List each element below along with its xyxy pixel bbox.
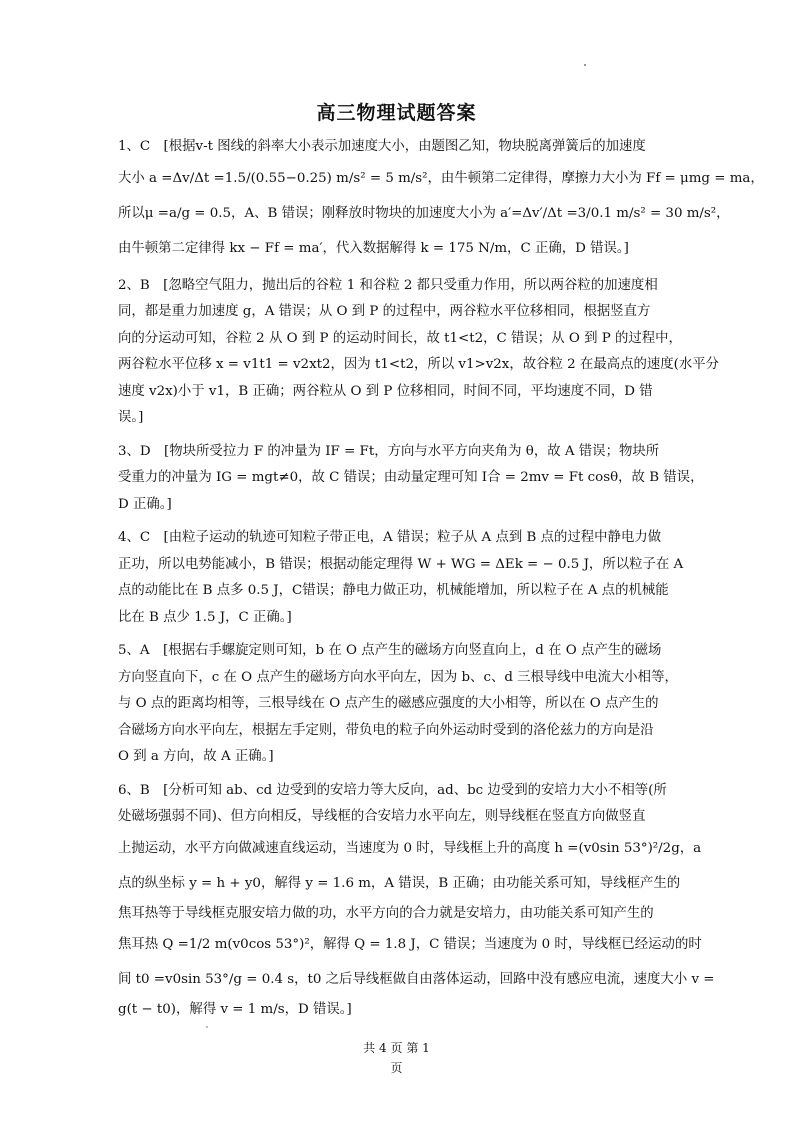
answer-line: 1、C [根据v-t 图线的斜率大小表示加速度大小，由题图乙知，物块脱离弹簧后的加速度 — [118, 139, 646, 154]
answer-item-4 — [118, 525, 684, 631]
answer-line: D 正确。] — [118, 496, 172, 512]
answer-line: O 到 a 方向，故 A 正确。] — [118, 749, 274, 764]
answer-line: 点的纵坐标 y = h + y0，解得 y = 1.6 m，A 错误，B 正确；由功能关系可知，导线框产生的 — [118, 875, 681, 891]
answer-line: 由牛顿第二定律得 kx − Ff = ma′，代入数据解得 k = 175 N/m，C 正确，D 错误。] — [118, 240, 629, 256]
answer-item-2 — [118, 273, 720, 432]
answer-line: 上抛运动，水平方向做减速直线运动，当速度为 0 时，导线框上升的高度 h =(v0sin 53°)²/2g，a — [118, 840, 702, 856]
answer-item-1 — [118, 134, 764, 266]
answer-line: 受重力的冲量为 IG = mgt≠0，故 C 错误；由动量定理可知 I合 = 2mv = Ft cosθ，故 B 错误， — [118, 470, 704, 485]
answer-line: 误。] — [118, 410, 144, 425]
answer-item-3 — [118, 439, 704, 519]
answer-line: 间 t0 =v0sin 53°/g = 0.4 s，t0 之后导线框做自由落体运动，回路中没有感应电流，速度大小 v = — [118, 972, 715, 987]
answer-line: g(t − t0)，解得 v = 1 m/s，D 错误。] — [118, 1002, 352, 1017]
answer-line: 两谷粒水平位移 x = v1t1 = v2xt2，因为 t1<t2，所以 v1>v2x，故谷粒 2 在最高点的速度(水平分 — [118, 357, 720, 372]
page-speck — [206, 1026, 208, 1028]
answer-line: 方向竖直向下，c 在 O 点产生的磁场方向水平向左，因为 b、c、d 三根导线中电流大小相等， — [118, 669, 678, 685]
page-title: 高三物理试题答案 — [316, 102, 477, 124]
answer-line: 焦耳热等于导线框克服安培力做的功，水平方向的合力就是安培力，由功能关系可知产生的 — [118, 905, 654, 921]
answer-line: 速度 v2x)小于 v1，B 正确；两谷粒从 O 到 P 位移相同，时间不同，平均速度不同，D 错 — [118, 383, 653, 399]
answer-item-6 — [118, 778, 715, 1024]
answer-line: 向的分运动可知，谷粒 2 从 O 到 P 的运动时间长，故 t1<t2，C 错误；从 O 到 P 的过程中， — [118, 330, 682, 346]
answer-line: 2、B [忽略空气阻力，抛出后的谷粒 1 和谷粒 2 都只受重力作用，所以两谷粒的加速度相 — [118, 277, 658, 293]
answer-line: 所以μ =a/g = 0.5，A、B 错误；刚释放时物块的加速度大小为 a′=Δv′/Δt =3/0.1 m/s² = 30 m/s²， — [118, 205, 730, 221]
page-speck — [584, 64, 586, 66]
answer-line: 正功，所以电势能减小，B 错误；根据动能定理得 W + WG = ΔEk = − 0.5 J，所以粒子在 A — [118, 556, 684, 572]
answer-line: 同，都是重力加速度 g，A 错误；从 O 到 P 的过程中，两谷粒水平位移相同，根据竖直方 — [118, 304, 651, 319]
answer-line: 与 O 点的距离均相等，三根导线在 O 点产生的磁感应强度的大小相等，所以在 O 点产生的 — [118, 696, 659, 711]
answer-line: 5、A [根据右手螺旋定则可知，b 在 O 点产生的磁场方向竖直向上，d 在 O 点产生的磁场 — [118, 643, 662, 658]
answer-line: 焦耳热 Q =1/2 m(v0cos 53°)²，解得 Q = 1.8 J，C 错误；当速度为 0 时，导线框已经运动的时 — [118, 937, 702, 952]
page-footer — [0, 1038, 793, 1078]
answer-list — [118, 134, 764, 1031]
answer-item-5 — [118, 638, 678, 771]
answer-line: 点的动能比在 B 点多 0.5 J，C错误；静电力做正功，机械能增加，所以粒子在 A 点的机械能 — [118, 583, 669, 598]
answer-line: 4、C [由粒子运动的轨迹可知粒子带正电，A 错误；粒子从 A 点到 B 点的过程中静电力做 — [118, 530, 662, 545]
answer-line: 合磁场方向水平向左，根据左手定则，带负电的粒子向外运动时受到的洛伦兹力的方向是沿 — [118, 722, 654, 738]
answer-line: 处磁场强弱不同)、但方向相反，导线框的合安培力水平向左，则导线框在竖直方向做竖直 — [118, 809, 646, 824]
answer-line: 3、D [物块所受拉力 F 的冲量为 IF = Ft，方向与水平方向夹角为 θ，故 A 错误；物块所 — [118, 443, 660, 459]
page-number-line: 页 — [390, 1061, 403, 1075]
answer-line: 比在 B 点少 1.5 J，C 正确。] — [118, 609, 292, 625]
answer-line: 大小 a =Δv/Δt =1.5/(0.55−0.25) m/s² = 5 m/s²，由牛顿第二定律得，摩擦力大小为 Ff = μmg = ma， — [118, 170, 764, 186]
answer-line: 6、B [分析可知 ab、cd 边受到的安培力等大反向，ad、bc 边受到的安培力大小不相等(所 — [118, 782, 667, 798]
page-number-line: 共 4 页 第 1 — [363, 1041, 430, 1055]
